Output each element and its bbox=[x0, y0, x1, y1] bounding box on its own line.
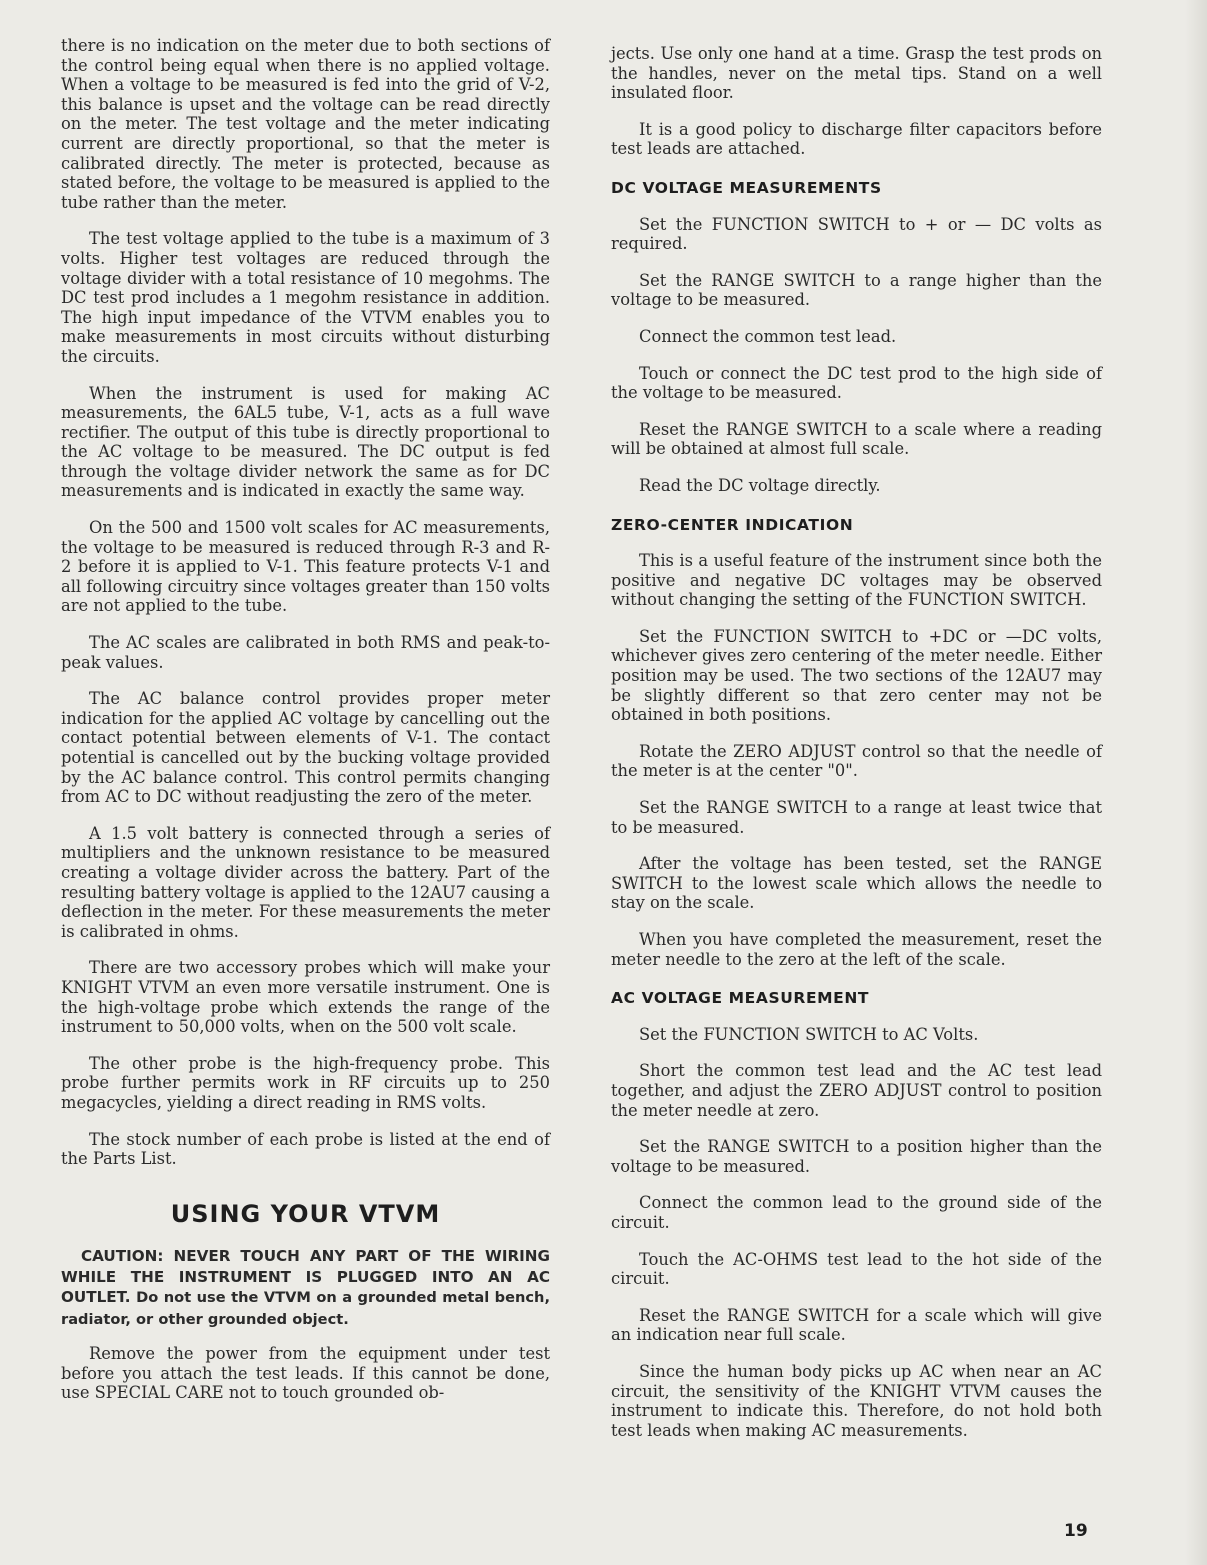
right-column bbox=[611, 44, 1102, 1457]
paragraph: Read the DC voltage directly. bbox=[639, 475, 881, 495]
paragraph: Set the RANGE SWITCH to a range at least twice that to be measured. bbox=[611, 798, 1102, 837]
caution-sub: Do not use the VTVM on a grounded metal bench, radiator, or other grounded object. bbox=[61, 1289, 550, 1328]
section-title: USING YOUR VTVM bbox=[170, 1199, 441, 1228]
paragraph: The stock number of each probe is listed at the end of the Parts List. bbox=[61, 1129, 550, 1169]
paragraph: Touch the AC-OHMS test lead to the hot side of the circuit. bbox=[611, 1249, 1102, 1289]
paragraph: Connect the common lead to the ground side of the circuit. bbox=[611, 1193, 1102, 1232]
heading-ac-voltage: AC VOLTAGE MEASUREMENT bbox=[611, 989, 870, 1008]
paragraph: there is no indication on the meter due to both sections of the control being equal when there is no applied voltage. When a voltage to be measured is fed into the grid of V-2, this balance is upset and the voltage can be read directly on the meter. The test voltage and the meter indicating current are directly proportional, so that the meter is calibrated directly. The meter is protected, because as stated before, the voltage to be measured is applied to the tube rather than the meter. bbox=[61, 36, 550, 212]
caution-block bbox=[61, 1246, 550, 1330]
paragraph: Set the FUNCTION SWITCH to + or — DC volts as required. bbox=[611, 214, 1102, 254]
paragraph: Reset the RANGE SWITCH for a scale which will give an indication near full scale. bbox=[611, 1305, 1102, 1345]
paragraph: Connect the common test lead. bbox=[639, 326, 897, 346]
paragraph: Remove the power from the equipment under test before you attach the test leads. If this cannot be done, use SPECIAL CARE not to touch grounded ob- bbox=[61, 1344, 550, 1403]
paragraph: The other probe is the high-frequency probe. This probe further permits work in RF circuits up to 250 megacycles, yielding a direct reading in RMS volts. bbox=[61, 1053, 550, 1112]
caution-main: CAUTION: NEVER TOUCH ANY PART OF THE WIRING WHILE THE INSTRUMENT IS PLUGGED INTO AN AC OUTLET. bbox=[61, 1247, 550, 1307]
heading-dc-voltage: DC VOLTAGE MEASUREMENTS bbox=[611, 178, 882, 197]
paragraph: Set the RANGE SWITCH to a position higher than the voltage to be measured. bbox=[611, 1137, 1102, 1176]
page-number: 19 bbox=[1064, 1521, 1088, 1541]
paragraph: On the 500 and 1500 volt scales for AC measurements, the voltage to be measured is reduced through R-3 and R-2 before it is applied to V-1. This feature protects V-1 and all following circuitry since voltages greater than 150 volts are not applied to the tube. bbox=[61, 518, 550, 616]
page-edge-shadow bbox=[1185, 0, 1207, 1565]
paragraph: The test voltage applied to the tube is a maximum of 3 volts. Higher test voltages are reduced through the voltage divider with a total resistance of 10 megohms. The DC test prod includes a 1 megohm resistance in addition. The high input impedance of the VTVM enables you to make measurements in most circuits without disturbing the circuits. bbox=[61, 229, 550, 366]
paragraph: The AC balance control provides proper meter indication for the applied AC voltage by cancelling out the contact potential between elements of V-1. The contact potential is cancelled out by the bucking voltage provided by the AC balance control. This control permits changing from AC to DC without readjusting the zero of the meter. bbox=[61, 689, 550, 807]
paragraph: Since the human body picks up AC when near an AC circuit, the sensitivity of the KNIGHT VTVM causes the instrument to indicate this. Therefore, do not hold both test leads when making AC measurements. bbox=[611, 1361, 1102, 1440]
paragraph: After the voltage has been tested, set the RANGE SWITCH to the lowest scale which allows the needle to stay on the scale. bbox=[611, 854, 1102, 913]
paragraph: jects. Use only one hand at a time. Grasp the test prods on the handles, never on the metal tips. Stand on a well insulated floor. bbox=[611, 44, 1102, 103]
paragraph: Touch or connect the DC test prod to the high side of the voltage to be measured. bbox=[611, 363, 1102, 403]
paragraph: A 1.5 volt battery is connected through a series of multipliers and the unknown resistance to be measured creating a voltage divider across the battery. Part of the resulting battery voltage is applied to the 12AU7 causing a deflection in the meter. For these measurements the meter is calibrated in ohms. bbox=[61, 823, 550, 941]
paragraph: Set the FUNCTION SWITCH to +DC or —DC volts, whichever gives zero centering of the meter needle. Either position may be used. The two sections of the 12AU7 may be slightly different so that zero center may not be obtained in both positions. bbox=[611, 626, 1102, 725]
paragraph: Reset the RANGE SWITCH to a scale where a reading will be obtained at almost full scale. bbox=[611, 419, 1102, 459]
paragraph: The AC scales are calibrated in both RMS and peak-to-peak values. bbox=[61, 633, 550, 672]
paragraph: It is a good policy to discharge filter capacitors before test leads are attached. bbox=[611, 119, 1102, 159]
paragraph: There are two accessory probes which will make your KNIGHT VTVM an even more versatile instrument. One is the high-voltage probe which extends the range of the instrument to 50,000 volts, when on the 500 volt scale. bbox=[61, 958, 550, 1037]
paragraph: Rotate the ZERO ADJUST control so that the needle of the meter is at the center "0". bbox=[611, 741, 1102, 781]
paragraph: Set the RANGE SWITCH to a range higher than the voltage to be measured. bbox=[611, 270, 1102, 310]
paragraph: Short the common test lead and the AC test lead together, and adjust the ZERO ADJUST control to position the meter needle at zero. bbox=[611, 1061, 1102, 1120]
heading-zero-center: ZERO-CENTER INDICATION bbox=[611, 515, 854, 534]
paragraph: When the instrument is used for making AC measurements, the 6AL5 tube, V-1, acts as a full wave rectifier. The output of this tube is directly proportional to the AC voltage to be measured. The DC output is fed through the voltage divider network the same as for DC measurements and is indicated in exactly the same way. bbox=[61, 383, 550, 501]
paragraph: When you have completed the measurement, reset the meter needle to the zero at the left of the scale. bbox=[611, 930, 1102, 969]
paragraph: Set the FUNCTION SWITCH to AC Volts. bbox=[639, 1024, 979, 1044]
paragraph: This is a useful feature of the instrument since both the positive and negative DC voltages may be observed without changing the setting of the FUNCTION SWITCH. bbox=[611, 551, 1102, 610]
left-column bbox=[61, 36, 550, 1420]
